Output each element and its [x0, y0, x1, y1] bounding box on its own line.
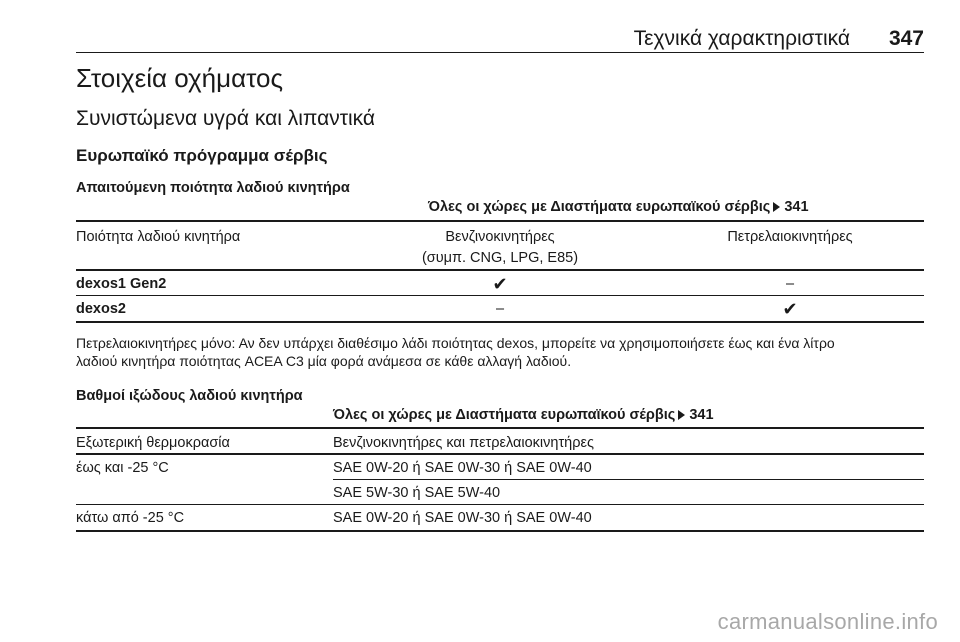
reference-arrow-icon: [773, 202, 780, 212]
table-cell-grade: SAE 0W-20 ή SAE 0W-30 ή SAE 0W-40: [333, 460, 592, 476]
note-text: λαδιού κινητήρα ποιότητας ACEA C3 μία φορά ανάμεσα σε κάθε αλλαγή λαδιού.: [76, 353, 572, 369]
table-rule: [76, 220, 924, 222]
scope-page-ref: 341: [784, 199, 809, 215]
oil-quality-heading: Απαιτούμενη ποιότητα λαδιού κινητήρα: [76, 180, 350, 196]
table-cell-name: dexos2: [76, 301, 126, 317]
table-cell-grade: SAE 5W-30 ή SAE 5W-40: [333, 485, 501, 501]
scope-page-ref: 341: [689, 407, 714, 423]
table-rule: [76, 504, 924, 505]
table-rule: [76, 321, 924, 323]
page-number: 347: [888, 27, 924, 50]
checkmark-icon: ✔: [492, 274, 508, 294]
table-cell-temperature: έως και -25 °C: [76, 460, 169, 476]
dash-cell: –: [495, 301, 505, 317]
table-rule: [76, 530, 924, 532]
table-rule: [76, 295, 924, 296]
scope-text: Όλες οι χώρες με Διαστήματα ευρωπαϊκού σέρβις: [428, 199, 771, 215]
reference-arrow-icon: [678, 410, 685, 420]
checkmark-icon: ✔: [782, 299, 798, 319]
column-header-petrol: Βενζινοκινητήρες: [445, 229, 555, 245]
viscosity-scope: [333, 406, 714, 424]
scope-text: Όλες οι χώρες με Διαστήματα ευρωπαϊκού σέρβις: [333, 407, 676, 423]
column-header-engines: Βενζινοκινητήρες και πετρελαιοκινητήρες: [333, 435, 594, 451]
column-header-temperature: Εξωτερική θερμοκρασία: [76, 435, 230, 451]
section-heading: Ευρωπαϊκό πρόγραμμα σέρβις: [76, 146, 328, 165]
table-rule: [333, 479, 924, 480]
table-rule: [76, 453, 924, 455]
page-subtitle: Συνιστώμενα υγρά και λιπαντικά: [76, 107, 376, 130]
column-header-quality: Ποιότητα λαδιού κινητήρα: [76, 229, 241, 245]
column-header-petrol-note: (συμπ. CNG, LPG, E85): [421, 250, 579, 266]
dash-cell: –: [785, 276, 795, 292]
table-cell-name: dexos1 Gen2: [76, 276, 167, 292]
table-rule: [76, 427, 924, 429]
note-text: Πετρελαιοκινητήρες μόνο: Αν δεν υπάρχει διαθέσιμο λάδι ποιότητας dexos, μπορείτε να χρησιμοποιήσετε έως και ένα λίτρο: [76, 335, 835, 351]
page-title: Στοιχεία οχήματος: [76, 63, 284, 93]
table-rule: [76, 269, 924, 271]
oil-quality-scope: [428, 198, 809, 216]
table-cell-temperature: κάτω από -25 °C: [76, 510, 185, 526]
column-header-diesel: Πετρελαιοκινητήρες: [727, 229, 853, 245]
running-header-title: Τεχνικά χαρακτηριστικά: [633, 27, 850, 50]
table-cell-grade: SAE 0W-20 ή SAE 0W-30 ή SAE 0W-40: [333, 510, 592, 526]
viscosity-heading: Βαθμοί ιξώδους λαδιού κινητήρα: [76, 388, 303, 404]
watermark: carmanualsonline.info: [717, 609, 938, 634]
header-rule: [76, 52, 924, 53]
